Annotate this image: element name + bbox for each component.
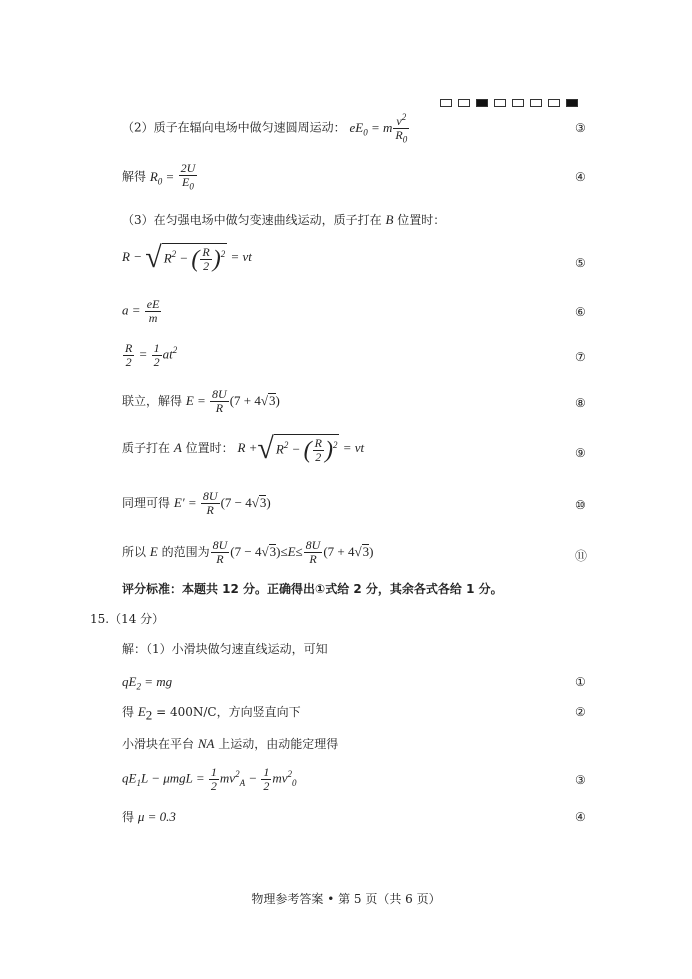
part3-line [122, 213, 445, 226]
eq-text: 小滑块在平台 [122, 737, 198, 751]
eq-term: (7 − 4 [220, 495, 252, 510]
eq-sub: 0 [157, 176, 163, 187]
eq-term: = mg [140, 674, 173, 689]
part3-text: 位置时： [393, 213, 446, 227]
frac-top: 1 [153, 341, 160, 355]
equation-number: ⑧ [575, 396, 586, 410]
equation-number: ⑥ [575, 305, 586, 319]
fraction [201, 490, 220, 517]
sqrt-value: 3 [362, 544, 370, 559]
eq-term: ≤E≤ [280, 544, 303, 559]
sqrt-value: 3 [269, 393, 276, 408]
eq-term: qE [122, 674, 137, 689]
frac-bottom: 2 [315, 450, 322, 464]
frac-top: 2U [180, 161, 196, 175]
eq-term: ) [369, 544, 374, 559]
equation-8: 联立，解得 E = $\frac{8U}{R}$ (7 + 4√3) [122, 387, 280, 415]
eq-term: = 400N/C，方向竖直向下 [152, 705, 301, 719]
equation-number: ⑩ [575, 498, 586, 512]
eq-term: R [163, 250, 172, 266]
eq-term: = vt [339, 439, 365, 455]
eq-text: 得 [122, 705, 138, 719]
frac-bottom: E [181, 175, 190, 189]
fraction [152, 342, 162, 369]
eq-term: mv [272, 770, 288, 786]
question-15-intro: 解：（1）小滑块做匀速直线运动，可知 [122, 642, 328, 656]
mark-box [548, 99, 560, 107]
eq-term: − [245, 770, 261, 786]
eq-term: at [162, 346, 173, 362]
eq-sub: 1 [136, 778, 141, 789]
sqrt-sign: √ [145, 241, 162, 274]
part2-line [122, 111, 410, 146]
fraction [210, 388, 229, 415]
frac-bottom: R [395, 128, 403, 142]
eq-sub: 0 [363, 127, 368, 138]
eq-term: L − μmgL = [140, 770, 208, 786]
eq-text: 位置时： [181, 440, 234, 455]
eq-sub: 0 [402, 134, 408, 145]
eq-term: ) [266, 495, 271, 510]
fraction [145, 298, 162, 325]
eq-term: E [137, 704, 146, 719]
equation-number: ③ [575, 121, 586, 135]
equation-number: ④ [575, 170, 586, 184]
eq-term: a = [122, 302, 144, 318]
frac-bottom: R [309, 552, 317, 566]
equation-9: 质子打在 A 位置时： R +√ $R^2$ − ( $\frac{R}{2}$ )$^2$ = vt [122, 432, 365, 465]
equation-number: ⑨ [575, 446, 586, 460]
mark-box [458, 99, 470, 107]
frac-bottom: m [148, 311, 158, 325]
equation-number: ⑪ [575, 549, 588, 563]
eq-term: mv [219, 770, 236, 786]
eq-text: 得 [122, 810, 138, 824]
eq-sup: 2 [401, 112, 407, 122]
frac-bottom: 2 [125, 355, 132, 369]
mark-box-filled [476, 99, 488, 107]
question-15-title: 15.（14 分） [90, 612, 165, 626]
eq-text: 联立，解得 [122, 394, 186, 408]
eq-sub: 0 [292, 778, 297, 789]
eq-text: 质子打在 [122, 440, 174, 455]
q15-equation-4 [122, 810, 176, 823]
eq-sup: 2 [171, 249, 177, 260]
eq-term: = vt [227, 248, 252, 264]
eq-sub: 2 [145, 707, 153, 723]
mark-box [530, 99, 542, 107]
equation-5: R − √ $R^2$ − ( $\frac{R}{2}$ )$^2$ = vt [122, 241, 252, 274]
eq-text: 同理可得 [122, 496, 174, 510]
fraction [261, 766, 271, 793]
frac-top: 8U [212, 538, 228, 552]
frac-top: 8U [212, 387, 227, 401]
frac-bottom: R [215, 401, 224, 415]
eq-term: eE [349, 119, 364, 135]
frac-top: 8U [202, 489, 218, 503]
frac-top: 1 [263, 765, 270, 779]
q15-text-2 [122, 737, 338, 750]
eq-sup: 2 [287, 769, 293, 780]
frac-top: v [396, 114, 402, 128]
frac-bottom: 2 [210, 779, 217, 793]
eq-text: 所以 [122, 545, 150, 559]
equation-11: 所以 E 的范围为 $\frac{8U}{R}$ (7 − 4√3)≤E≤ $\frac{8U}{R}$ (7 + 4√3) [122, 538, 374, 566]
frac-bottom: 2 [203, 259, 210, 273]
eq-sup: 2 [235, 769, 240, 780]
eq-term: E [149, 544, 158, 559]
frac-top: eE [146, 297, 160, 311]
eq-text: 的范围为 [157, 545, 210, 559]
equation-number: ④ [575, 810, 586, 824]
frac-top: 1 [210, 765, 217, 779]
equation-number: ⑦ [575, 350, 586, 364]
sqrt-value: 3 [269, 544, 277, 559]
eq-term: ) [275, 393, 280, 408]
frac-top: 8U [305, 538, 321, 552]
fraction [123, 342, 134, 369]
eq-sup: 2 [283, 440, 289, 451]
equation-number: ① [575, 675, 586, 689]
page-footer: 物理参考答案 • 第 5 页（共 6 页） [251, 892, 441, 906]
fraction [209, 766, 219, 793]
eq-term: (7 + 4 [323, 544, 355, 559]
position-label: A [173, 439, 182, 455]
mark-box [494, 99, 506, 107]
equation-number: ② [575, 705, 586, 719]
part2-eq [349, 112, 410, 145]
eq-term: = [162, 168, 178, 184]
position-label: B [385, 212, 394, 227]
frac-top: R [202, 245, 210, 259]
equation-6 [122, 298, 162, 325]
equation-number: ③ [575, 773, 586, 787]
fraction [211, 539, 230, 566]
eq-term: = m [367, 119, 393, 135]
eq-term: − [176, 250, 192, 266]
fraction [179, 162, 198, 193]
platform-label: NA [197, 736, 215, 751]
mark-box [440, 99, 452, 107]
solve-r0-line [122, 162, 198, 193]
fraction [200, 246, 211, 273]
frac-top: R [125, 341, 133, 355]
eq-term: E′ = [173, 495, 200, 510]
equation-number: ⑤ [575, 256, 586, 270]
eq-sup: 2 [172, 345, 178, 356]
mark-box-filled [566, 99, 578, 107]
equation-10: 同理可得 E′ = $\frac{8U}{R}$ (7 − 4√3) [122, 489, 271, 517]
eq-term: E = [185, 393, 210, 408]
equation-7 [122, 342, 177, 369]
q15-equation-2 [122, 705, 301, 721]
eq-text: 上运动，由动能定理得 [214, 737, 339, 751]
eq-term: R − [122, 248, 142, 264]
eq-term: R [275, 441, 284, 457]
eq-term: ) [276, 544, 281, 559]
eq-term: (7 + 4 [229, 393, 261, 408]
eq-term: qE [122, 770, 137, 786]
eq-term: R [149, 168, 158, 184]
fraction [393, 111, 409, 146]
q15-equation-1 [122, 675, 172, 692]
part2-text: （2）质子在辐向电场中做匀速圆周运动： [122, 120, 346, 135]
eq-sub: 0 [189, 181, 194, 192]
fraction [313, 437, 324, 464]
frac-top: R [314, 436, 322, 450]
eq-sup: 2 [332, 440, 338, 451]
eq-sub: 2 [136, 681, 141, 692]
scoring-standard: 评分标准：本题共 12 分。正确得出①式给 2 分，其余各式各给 1 分。 [122, 582, 503, 596]
answer-sheet-marks [440, 99, 578, 107]
eq-term: μ = 0.3 [137, 809, 176, 824]
frac-bottom: 2 [153, 355, 160, 369]
sqrt-value: 3 [259, 495, 267, 510]
solve-text: 解得 [122, 169, 150, 184]
eq-sup: 2 [220, 249, 226, 260]
frac-bottom: R [216, 552, 224, 566]
eq-term: R + [237, 439, 258, 455]
q15-equation-3 [122, 766, 297, 793]
mark-box [512, 99, 524, 107]
part3-text: （3）在匀强电场中做匀变速曲线运动，质子打在 [122, 213, 386, 227]
eq-term: (7 − 4 [230, 544, 262, 559]
eq-sub: A [239, 778, 246, 789]
frac-bottom: 2 [263, 779, 270, 793]
sqrt-sign: √ [257, 432, 274, 465]
eq-term: = [135, 346, 151, 362]
fraction [304, 539, 323, 566]
frac-bottom: R [206, 503, 214, 517]
eq-term: − [288, 441, 304, 457]
